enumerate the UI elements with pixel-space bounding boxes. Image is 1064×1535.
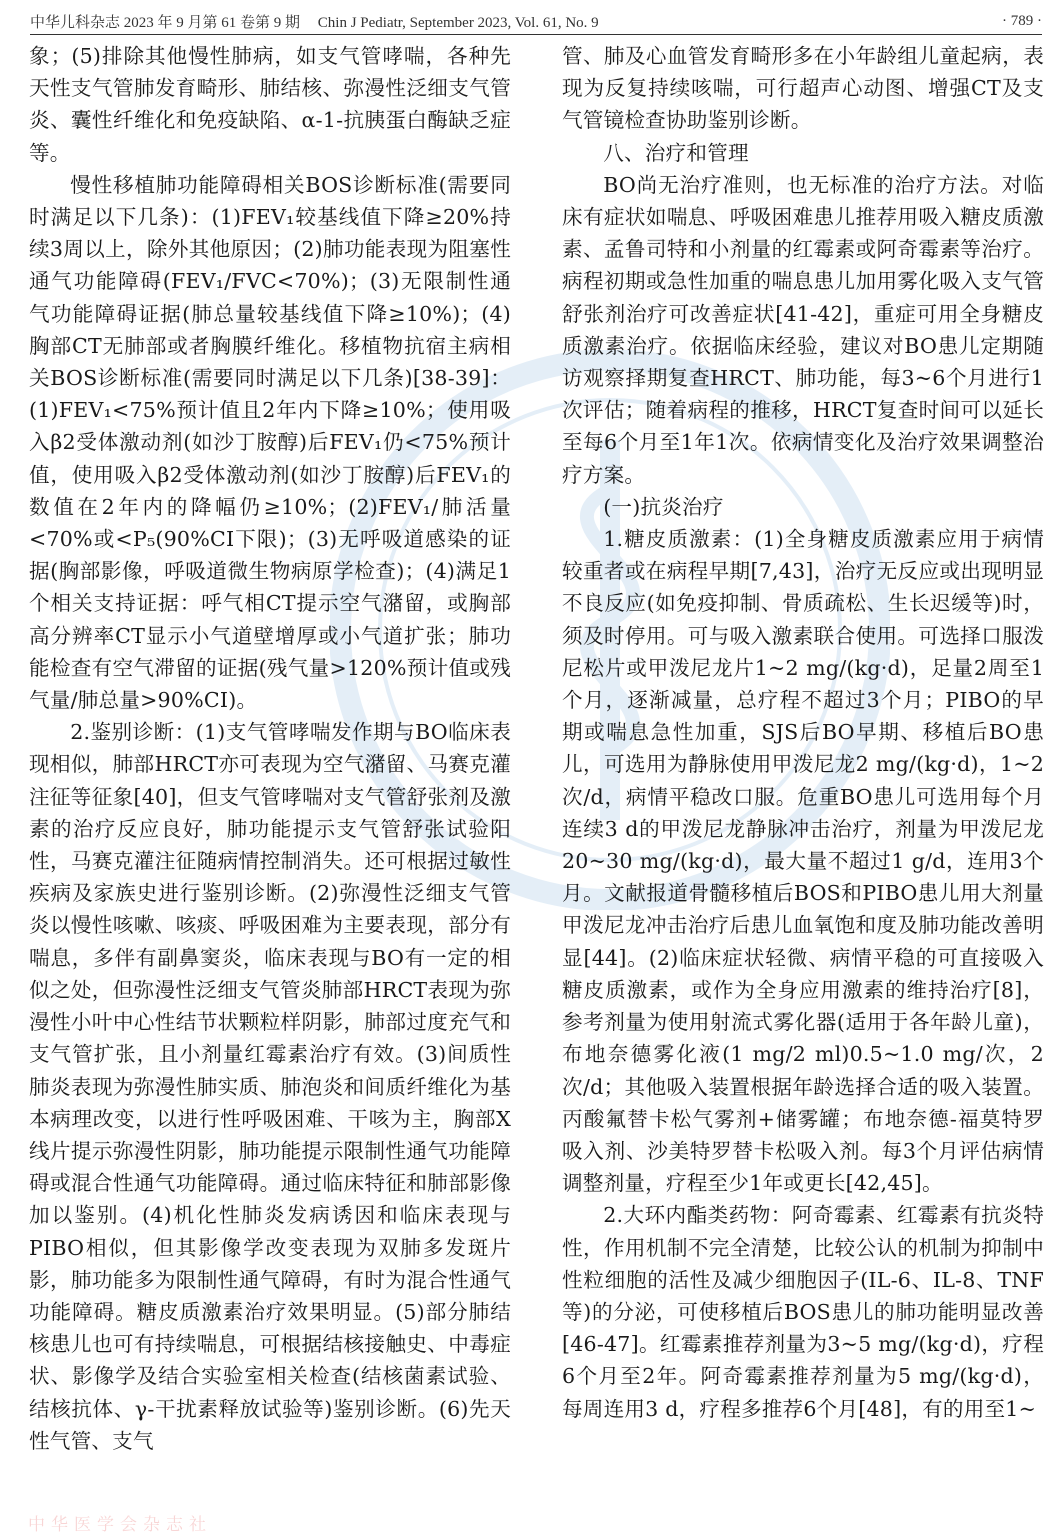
right-column xyxy=(562,40,1044,1425)
paragraph-differential-diagnosis: 2.鉴别诊断：(1)支气管哮喘发作期与BO临床表现相似，肺部HRCT亦可表现为空气潴留、马赛克灌注征等征象[40]，但支气管哮喘对支气管舒张剂及激素的治疗反应良好，肺功能提示支气管舒张试验阳性，马赛克灌注征随病情控制消失。还可根据过敏性疾病及家族史进行鉴别诊断。(2)弥漫性泛细支气管炎以慢性咳嗽、咳痰、呼吸困难为主要表现，部分有喘息，多伴有副鼻窦炎，临床表现与BO有一定的相似之处，但弥漫性泛细支气管炎肺部HRCT表现为弥漫性小叶中心性结节状颗粒样阴影，肺部过度充气和支气管扩张，且小剂量红霉素治疗有效。(3)间质性肺炎表现为弥漫性肺实质、肺泡炎和间质纤维化为基本病理改变，以进行性呼吸困难、干咳为主，胸部X线片提示弥漫性阴影，肺功能提示限制性通气功能障碍或混合性通气功能障碍。通过临床特征和肺部影像加以鉴别。(4)机化性肺炎发病诱因和临床表现与PIBO相似，但其影像学改变表现为双肺多发斑片影，肺功能多为限制性通气障碍，有时为混合性通气功能障碍。糖皮质激素治疗效果明显。(5)部分肺结核患儿也可有持续喘息，可根据结核接触史、中毒症状、影像学及结合实验室相关检查(结核菌素试验、结核抗体、γ-干扰素释放试验等)鉴别诊断。(6)先天性气管、支气 xyxy=(29,720,511,1453)
subsection-heading-anti-inflammatory: (一)抗炎治疗 xyxy=(603,494,724,519)
running-header xyxy=(30,8,1042,35)
journal-info xyxy=(30,11,613,32)
journal-en: Chin J Pediatr, September 2023, Vol. 61, No. 9 xyxy=(317,14,599,31)
footer-watermark: 中华医学会杂志社 xyxy=(28,1515,212,1534)
paragraph-treatment-intro: BO尚无治疗准则，也无标准的治疗方法。对临床有症状如喘息、呼吸困难患儿推荐用吸入糖皮质激素、孟鲁司特和小剂量的红霉素或阿奇霉素等治疗。病程初期或急性加重的喘息患儿加用雾化吸入支气管舒张剂治疗可改善症状[41-42]，重症可用全身糖皮质激素治疗。依据临床经验，建议对BO患儿定期随访观察择期复查HRCT、肺功能，每3~6个月进行1次评估；随着病程的推移，HRCT复查时间可以延长至每6个月至1年1次。依病情变化及治疗效果调整治疗方案。 xyxy=(562,172,1044,487)
journal-cn: 中华儿科杂志 2023 年 9 月第 61 卷第 9 期 xyxy=(30,14,301,31)
paragraph-bos-criteria: 慢性移植肺功能障碍相关BOS诊断标准(需要同时满足以下几条)：(1)FEV₁较基线值下降≥20%持续3周以上，除外其他原因；(2)肺功能表现为阻塞性通气功能障碍(FEV₁/FVC<70%)；(3)无限制性通气功能障碍证据(肺总量较基线值下降≥10%)；(4)胸部CT无肺部或者胸膜纤维化。移植物抗宿主病相关BOS诊断标准(需要同时满足以下几条)[38-39]：(1)FEV₁<75%预计值且2年内下降≥10%；使用吸入β2受体激动剂(如沙丁胺醇)后FEV₁仍<75%预计值，使用吸入β2受体激动剂(如沙丁胺醇)后FEV₁的数值在2年内的降幅仍≥10%；(2)FEV₁/肺活量<70%或<P₅(90%CI下限)；(3)无呼吸道感染的证据(胸部影像，呼吸道微生物病原学检查)；(4)满足1个相关支持证据：呼气相CT提示空气潴留，或胸部高分辨率CT显示小气道壁增厚或小气道扩张；肺功能检查有空气滞留的证据(残气量>120%预计值或残气量/肺总量>90%CI)。 xyxy=(29,172,511,713)
page-number: · 789 · xyxy=(1002,12,1042,29)
left-column xyxy=(29,40,511,1457)
paragraph-glucocorticoids: 1.糖皮质激素：(1)全身糖皮质激素应用于病情较重者或在病程早期[7,43]，治疗无反应或出现明显不良反应(如免疫抑制、骨质疏松、生长迟缓等)时，须及时停用。可与吸入激素联合使用。可选择口服泼尼松片或甲泼尼龙片1~2 mg/(kg·d)，足量2周至1个月，逐渐减量，总疗程不超过3个月；PIBO的早期或喘息急性加重，SJS后BO早期、移植后BO患儿，可选用为静脉使用甲泼尼龙2 mg/(kg·d)，1~2次/d，病情平稳改口服。危重BO患儿可选用每个月连续3 d的甲泼尼龙静脉冲击治疗，剂量为甲泼尼龙20~30 mg/(kg·d)，最大量不超过1 g/d，连用3个月。文献报道骨髓移植后BOS和PIBO患儿用大剂量甲泼尼龙冲击治疗后患儿血氧饱和度及肺功能改善明显[44]。(2)临床症状轻微、病情平稳的可直接吸入糖皮质激素，或作为全身应用激素的维持治疗[8]，参考剂量为使用射流式雾化器(适用于各年龄儿童)，布地奈德雾化液(1 mg/2 ml)0.5~1.0 mg/次，2次/d；其他吸入装置根据年龄选择合适的吸入装置。丙酸氟替卡松气雾剂+储雾罐；布地奈德-福莫特罗吸入剂、沙美特罗替卡松吸入剂。每3个月评估病情调整剂量，疗程至少1年或更长[42,45]。 xyxy=(562,527,1044,1196)
paragraph-continuation: 象；(5)排除其他慢性肺病，如支气管哮喘，各种先天性支气管肺发育畸形、肺结核、弥漫性泛细支气管炎、囊性纤维化和免疫缺陷、α-1-抗胰蛋白酶缺乏症等。 xyxy=(29,44,511,165)
paragraph-continuation-right: 管、肺及心血管发育畸形多在小年龄组儿童起病，表现为反复持续咳喘，可行超声心动图、增强CT及支气管镜检查协助鉴别诊断。 xyxy=(562,44,1044,133)
paragraph-macrolides: 2.大环内酯类药物：阿奇霉素、红霉素有抗炎特性，作用机制不完全清楚，比较公认的机制为抑制中性粒细胞的活性及减少细胞因子(IL-6、IL-8、TNF等)的分泌，可使移植后BOS患儿的肺功能明显改善[46-47]。红霉素推荐剂量为3~5 mg/(kg·d)，疗程6个月至2年。阿奇霉素推荐剂量为5 mg/(kg·d)，每周连用3 d，疗程多推荐6个月[48]，有的用至1~ xyxy=(562,1203,1044,1421)
section-heading-treatment: 八、治疗和管理 xyxy=(603,140,749,165)
